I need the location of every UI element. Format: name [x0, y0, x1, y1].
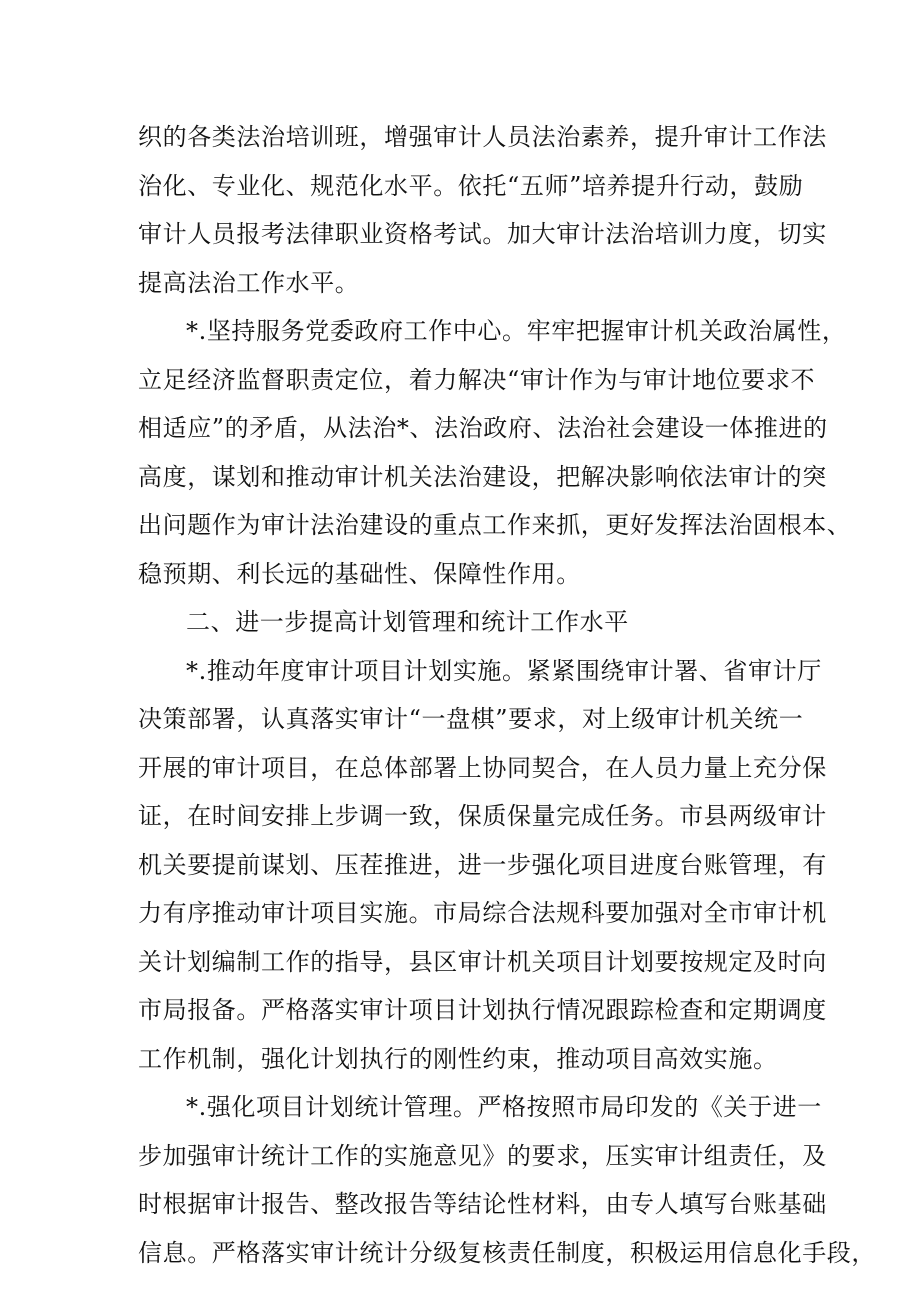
paragraph-line: 力有序推动审计项目实施。市局综合法规科要加强对全市审计机 — [138, 899, 827, 927]
paragraph-line: 步加强审计统计工作的实施意见》的要求，压实审计组责任，及 — [138, 1141, 827, 1170]
paragraph-line: 立足经济监督职责定位，着力解决“审计作为与审计地位要求不 — [138, 365, 816, 394]
document-body — [138, 113, 876, 1277]
paragraph-line: 高度，谋划和推动审计机关法治建设，把解决影响依法审计的突 — [138, 462, 827, 491]
paragraph-line: 证，在时间安排上步调一致，保质保量完成任务。市县两级审计 — [138, 802, 827, 830]
paragraph-line: 机关要提前谋划、压茬推进，进一步强化项目进度台账管理，有 — [138, 850, 827, 879]
paragraph-line: 时根据审计报告、整改报告等结论性材料，由专人填写台账基础 — [138, 1190, 827, 1218]
paragraph-line: 工作机制，强化计划执行的刚性约束，推动项目高效实施。 — [138, 1044, 778, 1073]
paragraph-line: *.强化项目计划统计管理。严格按照市局印发的《关于进一 — [186, 1093, 822, 1121]
paragraph-line: *.推动年度审计项目计划实施。紧紧围绕审计署、省审计厅 — [186, 656, 822, 685]
paragraph-line: 信息。严格落实审计统计分级复核责任制度，积极运用信息化手段， — [138, 1238, 876, 1267]
section-heading: 二、进一步提高计划管理和统计工作水平 — [186, 608, 629, 636]
paragraph-line: 开展的审计项目，在总体部署上协同契合，在人员力量上充分保 — [138, 753, 827, 782]
paragraph-line: *.坚持服务党委政府工作中心。牢牢把握审计机关政治属性， — [186, 317, 847, 345]
paragraph-line: 稳预期、利长远的基础性、保障性作用。 — [138, 559, 581, 588]
paragraph-line: 关计划编制工作的指导，县区审计机关项目计划要按规定及时向 — [138, 947, 827, 976]
paragraph-line: 相适应”的矛盾，从法治*、法治政府、法治社会建设一体推进的 — [138, 414, 828, 442]
paragraph-line: 出问题作为审计法治建设的重点工作来抓，更好发挥法治固根本、 — [138, 511, 852, 539]
paragraph-line: 织的各类法治培训班，增强审计人员法治素养，提升审计工作法 — [138, 123, 827, 151]
paragraph-line: 提高法治工作水平。 — [138, 268, 360, 297]
paragraph-line: 市局报备。严格落实审计项目计划执行情况跟踪检查和定期调度 — [138, 996, 827, 1024]
paragraph-line: 审计人员报考法律职业资格考试。加大审计法治培训力度，切实 — [138, 220, 827, 248]
paragraph-line: 治化、专业化、规范化水平。依托“五师”培养提升行动，鼓励 — [138, 171, 804, 200]
paragraph-line: 决策部署，认真落实审计“一盘棋”要求，对上级审计机关统一 — [138, 705, 804, 733]
